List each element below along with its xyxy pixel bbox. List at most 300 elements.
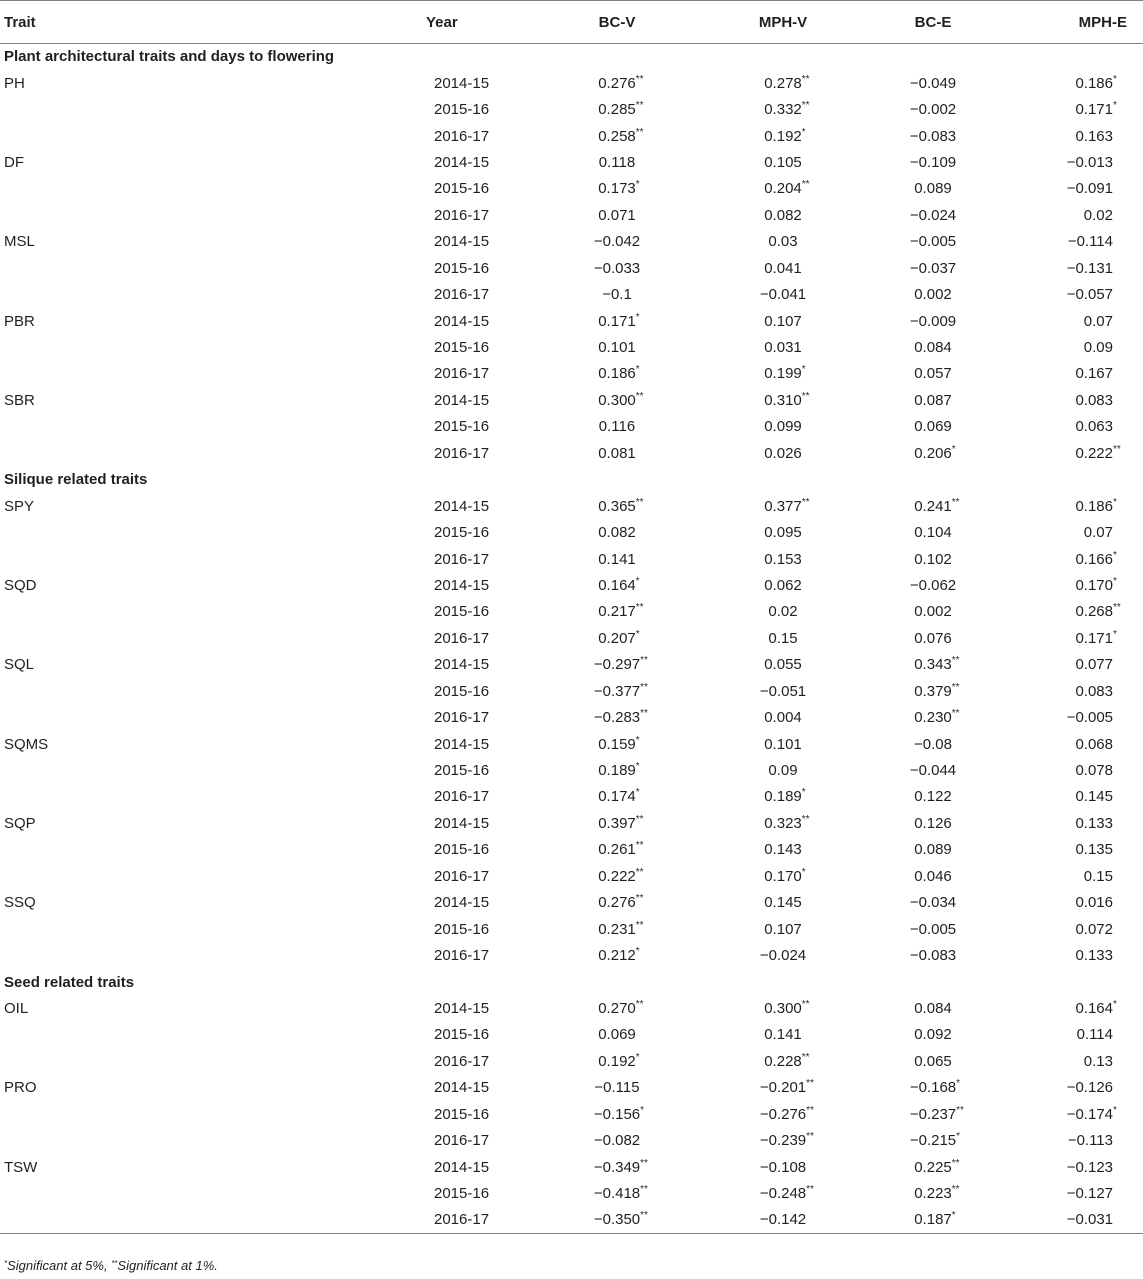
table-row	[0, 916, 1143, 942]
table-header	[0, 1, 1143, 44]
section-title: Seed related traits	[4, 973, 135, 991]
cell-year: 2014-15	[434, 391, 490, 409]
cell-year: 2014-15	[434, 656, 490, 674]
cell-mph-e: 0.171 *	[1075, 628, 1117, 647]
cell-year: 2016-17	[434, 629, 490, 647]
cell-bc-v: 0.222 **	[598, 866, 644, 885]
cell-trait	[0, 176, 412, 202]
cell-bc-e: −0.002	[909, 101, 957, 119]
cell-trait	[0, 1180, 412, 1206]
cell-trait	[0, 916, 412, 942]
cell-mph-v: 0.026	[764, 444, 802, 462]
cell-mph-e: 0.083	[1075, 682, 1113, 700]
cell-mph-v: 0.101	[764, 735, 802, 753]
table-row	[0, 731, 1143, 757]
cell-year: 2015-16	[434, 524, 490, 542]
cell-bc-v: 0.081	[598, 444, 636, 462]
cell-bc-e: 0.223 **	[914, 1184, 960, 1203]
cell-mph-e: 0.186 *	[1075, 496, 1117, 515]
cell-year: 2014-15	[434, 1079, 490, 1097]
cell-bc-v: 0.300 **	[598, 390, 644, 409]
cell-bc-e: −0.044	[909, 762, 957, 780]
cell-mph-e: 0.077	[1075, 656, 1113, 674]
table-row	[0, 493, 1143, 519]
cell-mph-v: 0.004	[764, 709, 802, 727]
cell-mph-v: 0.099	[764, 418, 802, 436]
cell-year: 2015-16	[434, 841, 490, 859]
cell-mph-e: −0.123	[1066, 1158, 1113, 1176]
cell-year: 2015-16	[434, 1026, 490, 1044]
cell-bc-e: 0.225 **	[914, 1157, 960, 1176]
table-row	[0, 1207, 1143, 1233]
cell-mph-v: 0.143	[764, 841, 802, 859]
table-row	[0, 1075, 1143, 1101]
cell-mph-e: 0.170 *	[1075, 575, 1117, 594]
footnote-mark-double: **	[111, 1259, 118, 1268]
cell-bc-v: −0.283 **	[593, 708, 648, 727]
cell-bc-v: −0.377 **	[593, 681, 648, 700]
table-row	[0, 837, 1143, 863]
header-year: Year	[412, 1, 534, 44]
table-row	[0, 1180, 1143, 1206]
cell-trait: SBR	[4, 391, 35, 409]
cell-mph-e: 0.072	[1075, 920, 1113, 938]
cell-mph-e: 0.133	[1075, 814, 1113, 832]
cell-bc-e: 0.002	[914, 603, 952, 621]
cell-trait	[0, 1127, 412, 1153]
cell-mph-v: −0.276 **	[759, 1104, 814, 1123]
cell-year: 2014-15	[434, 735, 490, 753]
cell-mph-e: −0.013	[1066, 153, 1113, 171]
cell-mph-e: −0.113	[1067, 1132, 1113, 1150]
cell-mph-v: 0.15	[768, 629, 798, 647]
cell-bc-v: 0.101	[598, 339, 636, 357]
cell-bc-e: 0.065	[914, 1052, 952, 1070]
cell-mph-v: 0.095	[764, 524, 802, 542]
cell-bc-v: 0.276 **	[598, 893, 644, 912]
cell-bc-v: 0.365 **	[598, 496, 644, 515]
cell-mph-v: 0.323 **	[764, 813, 810, 832]
cell-year: 2016-17	[434, 788, 490, 806]
cell-bc-v: −0.082	[593, 1132, 641, 1150]
table-row	[0, 176, 1143, 202]
cell-bc-e: −0.049	[909, 74, 957, 92]
cell-bc-v: −0.042	[593, 233, 641, 251]
cell-bc-e: 0.104	[914, 524, 952, 542]
cell-bc-e: 0.084	[914, 999, 952, 1017]
cell-bc-v: −0.156 *	[593, 1104, 645, 1123]
cell-mph-e: 0.166 *	[1075, 549, 1117, 568]
cell-trait	[0, 281, 412, 307]
cell-trait	[0, 255, 412, 281]
table-row	[0, 281, 1143, 307]
cell-mph-v: −0.041	[759, 286, 807, 304]
cell-bc-v: 0.397 **	[598, 813, 644, 832]
cell-bc-v: 0.258 **	[598, 126, 644, 145]
cell-bc-v: 0.174 *	[598, 787, 640, 806]
table-row	[0, 123, 1143, 149]
cell-bc-e: 0.126	[914, 814, 952, 832]
cell-bc-v: −0.349 **	[593, 1157, 648, 1176]
cell-bc-v: 0.217 **	[598, 602, 644, 621]
cell-mph-v: 0.03	[768, 233, 798, 251]
cell-mph-e: 0.078	[1075, 762, 1113, 780]
cell-mph-v: −0.024	[759, 947, 807, 965]
table-row	[0, 519, 1143, 545]
section-title: Silique related traits	[4, 471, 148, 489]
table-row	[0, 1154, 1143, 1180]
cell-mph-v: 0.192 *	[764, 126, 806, 145]
cell-bc-v: −0.033	[593, 259, 641, 277]
cell-trait: DF	[4, 153, 24, 171]
cell-trait	[0, 334, 412, 360]
cell-bc-v: 0.207 *	[598, 628, 640, 647]
header-row	[0, 1, 1143, 44]
cell-mph-v: 0.204 **	[764, 179, 810, 198]
table-row	[0, 757, 1143, 783]
cell-trait: PH	[4, 74, 25, 92]
cell-trait: SQD	[4, 576, 37, 594]
table-row	[0, 1127, 1143, 1153]
cell-year: 2015-16	[434, 603, 490, 621]
cell-bc-v: 0.082	[598, 524, 636, 542]
cell-year: 2016-17	[434, 867, 490, 885]
table-row	[0, 784, 1143, 810]
cell-trait	[0, 1207, 412, 1233]
table-body	[0, 44, 1143, 1234]
table-row	[0, 572, 1143, 598]
cell-trait	[0, 1022, 412, 1048]
cell-bc-e: 0.230 **	[914, 708, 960, 727]
cell-bc-e: 0.046	[914, 867, 952, 885]
cell-bc-e: 0.089	[914, 841, 952, 859]
cell-trait: PRO	[4, 1079, 37, 1097]
cell-mph-v: 0.170 *	[764, 866, 806, 885]
cell-year: 2014-15	[434, 497, 490, 515]
table-row	[0, 308, 1143, 334]
cell-bc-e: 0.087	[914, 391, 952, 409]
table-row	[0, 625, 1143, 651]
cell-mph-v: 0.041	[764, 259, 802, 277]
cell-mph-e: 0.13	[1083, 1052, 1113, 1070]
table-row	[0, 652, 1143, 678]
cell-mph-e: 0.186 *	[1075, 73, 1117, 92]
cell-mph-v: 0.055	[764, 656, 802, 674]
table-row	[0, 942, 1143, 968]
cell-mph-e: 0.068	[1075, 735, 1113, 753]
cell-mph-v: 0.09	[768, 762, 798, 780]
cell-year: 2014-15	[434, 894, 490, 912]
table-row	[0, 599, 1143, 625]
cell-mph-v: 0.278 **	[764, 73, 810, 92]
cell-trait	[0, 202, 412, 228]
footnote-mark-single: *	[4, 1259, 8, 1268]
table-row	[0, 863, 1143, 889]
cell-year: 2014-15	[434, 312, 490, 330]
cell-mph-v: 0.141	[764, 1026, 802, 1044]
section-title: Plant architectural traits and days to flowering	[4, 48, 335, 66]
cell-year: 2015-16	[434, 1185, 490, 1203]
cell-mph-v: 0.107	[764, 312, 802, 330]
table-row	[0, 890, 1143, 916]
cell-mph-e: −0.174 *	[1066, 1104, 1117, 1123]
cell-bc-e: 0.379 **	[914, 681, 960, 700]
cell-year: 2015-16	[434, 339, 490, 357]
section-row	[0, 467, 1143, 493]
cell-mph-e: −0.057	[1066, 286, 1113, 304]
cell-year: 2014-15	[434, 153, 490, 171]
cell-year: 2016-17	[434, 206, 490, 224]
cell-trait	[0, 837, 412, 863]
cell-bc-v: 0.159 *	[598, 734, 640, 753]
cell-mph-e: 0.268 **	[1075, 602, 1121, 621]
cell-mph-e: 0.07	[1083, 524, 1113, 542]
cell-mph-v: 0.199 *	[764, 364, 806, 383]
cell-bc-v: 0.212 *	[598, 946, 640, 965]
cell-mph-v: −0.239 **	[759, 1131, 814, 1150]
header-bc-v: BC-V	[534, 1, 700, 44]
cell-mph-e: −0.127	[1066, 1185, 1113, 1203]
cell-trait	[0, 1101, 412, 1127]
cell-trait	[0, 678, 412, 704]
cell-mph-v: 0.300 **	[764, 998, 810, 1017]
cell-bc-e: 0.002	[914, 286, 952, 304]
cell-bc-v: 0.270 **	[598, 998, 644, 1017]
cell-year: 2015-16	[434, 418, 490, 436]
table-row	[0, 202, 1143, 228]
cell-year: 2016-17	[434, 1052, 490, 1070]
cell-mph-v: 0.062	[764, 576, 802, 594]
table-row	[0, 255, 1143, 281]
cell-trait	[0, 942, 412, 968]
cell-bc-e: 0.092	[914, 1026, 952, 1044]
cell-trait	[0, 546, 412, 572]
cell-bc-v: −0.297 **	[593, 655, 648, 674]
cell-trait	[0, 361, 412, 387]
cell-mph-e: 0.063	[1075, 418, 1113, 436]
cell-year: 2015-16	[434, 920, 490, 938]
cell-bc-e: 0.241 **	[914, 496, 960, 515]
cell-mph-v: 0.189 *	[764, 787, 806, 806]
header-mph-v: MPH-V	[700, 1, 866, 44]
cell-year: 2016-17	[434, 709, 490, 727]
cell-bc-e: −0.005	[909, 233, 957, 251]
cell-bc-e: −0.109	[909, 153, 957, 171]
table-row	[0, 229, 1143, 255]
cell-mph-e: 0.135	[1075, 841, 1113, 859]
cell-mph-v: −0.142	[700, 1207, 866, 1233]
cell-trait: SQMS	[4, 735, 49, 753]
cell-bc-v: 0.171 *	[598, 311, 640, 330]
cell-bc-v: −0.350 **	[534, 1207, 700, 1233]
table-row	[0, 414, 1143, 440]
cell-mph-v: 0.082	[764, 206, 802, 224]
cell-mph-e: 0.222 **	[1075, 443, 1121, 462]
cell-trait	[0, 1048, 412, 1074]
cell-mph-v: 0.145	[764, 894, 802, 912]
cell-bc-v: 0.276 **	[598, 73, 644, 92]
cell-mph-e: 0.133	[1075, 947, 1113, 965]
cell-mph-e: −0.114	[1067, 233, 1113, 251]
cell-bc-e: 0.057	[914, 365, 952, 383]
cell-year: 2014-15	[434, 999, 490, 1017]
cell-bc-e: −0.237 **	[909, 1104, 964, 1123]
cell-trait	[0, 625, 412, 651]
cell-mph-v: 0.228 **	[764, 1051, 810, 1070]
cell-year: 2016-17	[412, 1207, 534, 1233]
cell-bc-v: −0.115	[594, 1079, 640, 1097]
cell-bc-e: 0.069	[914, 418, 952, 436]
cell-mph-e: −0.091	[1066, 180, 1113, 198]
cell-bc-e: −0.215 *	[909, 1131, 961, 1150]
table-row	[0, 1101, 1143, 1127]
cell-bc-e: −0.168 *	[909, 1078, 961, 1097]
cell-trait	[0, 414, 412, 440]
cell-mph-v: 0.153	[764, 550, 802, 568]
cell-mph-v: 0.377 **	[764, 496, 810, 515]
cell-year: 2015-16	[434, 762, 490, 780]
table-row	[0, 96, 1143, 122]
table-row	[0, 810, 1143, 836]
cell-bc-v: −0.1	[602, 286, 632, 304]
section-row	[0, 969, 1143, 995]
cell-trait: SQL	[4, 656, 35, 674]
cell-trait: TSW	[4, 1158, 38, 1176]
cell-year: 2016-17	[434, 550, 490, 568]
cell-trait	[0, 123, 412, 149]
cell-mph-e: 0.083	[1075, 391, 1113, 409]
cell-bc-e: −0.005	[909, 920, 957, 938]
cell-mph-e: 0.171 *	[1075, 100, 1117, 119]
cell-mph-e: 0.07	[1083, 312, 1113, 330]
footnote-text-1pct: Significant at 1%.	[117, 1258, 218, 1273]
cell-year: 2016-17	[434, 286, 490, 304]
cell-trait	[0, 519, 412, 545]
cell-bc-v: 0.118	[598, 153, 636, 171]
cell-bc-v: 0.192 *	[598, 1051, 640, 1070]
cell-mph-e: 0.15	[1083, 867, 1113, 885]
cell-year: 2016-17	[434, 127, 490, 145]
cell-bc-v: 0.261 **	[598, 840, 644, 859]
cell-trait	[0, 704, 412, 730]
cell-trait: SSQ	[4, 894, 36, 912]
cell-bc-e: 0.076	[914, 629, 952, 647]
cell-mph-v: −0.248 **	[759, 1184, 814, 1203]
table-row	[0, 361, 1143, 387]
cell-bc-e: 0.206 *	[914, 443, 956, 462]
cell-trait	[0, 96, 412, 122]
header-bc-e: BC-E	[866, 1, 1000, 44]
cell-mph-v: 0.107	[764, 920, 802, 938]
cell-trait: SQP	[4, 814, 36, 832]
cell-bc-e: −0.062	[909, 576, 957, 594]
cell-mph-e: −0.031	[1000, 1207, 1143, 1233]
cell-bc-v: 0.116	[598, 418, 636, 436]
cell-bc-e: 0.084	[914, 339, 952, 357]
cell-year: 2014-15	[434, 814, 490, 832]
cell-bc-e: 0.122	[914, 788, 952, 806]
cell-bc-e: −0.083	[909, 947, 957, 965]
cell-trait: OIL	[4, 999, 29, 1017]
cell-trait: SPY	[4, 497, 35, 515]
cell-year: 2015-16	[434, 101, 490, 119]
cell-bc-v: 0.141	[598, 550, 636, 568]
cell-bc-e: 0.089	[914, 180, 952, 198]
cell-bc-v: 0.071	[598, 206, 636, 224]
cell-mph-v: 0.02	[768, 603, 798, 621]
cell-bc-v: 0.189 *	[598, 761, 640, 780]
cell-year: 2015-16	[434, 259, 490, 277]
cell-bc-e: 0.187 *	[866, 1207, 1000, 1233]
cell-bc-v: 0.173 *	[598, 179, 640, 198]
cell-year: 2014-15	[434, 233, 490, 251]
header-mph-e: MPH-E	[1000, 1, 1143, 44]
cell-mph-v: 0.332 **	[764, 100, 810, 119]
cell-year: 2014-15	[434, 74, 490, 92]
cell-mph-e: 0.016	[1075, 894, 1113, 912]
cell-year: 2014-15	[434, 1158, 490, 1176]
section-row	[0, 44, 1143, 70]
cell-trait	[0, 863, 412, 889]
cell-year: 2015-16	[434, 1105, 490, 1123]
table-row	[0, 70, 1143, 96]
cell-trait	[0, 784, 412, 810]
cell-mph-v: 0.031	[764, 339, 802, 357]
cell-year: 2016-17	[434, 444, 490, 462]
cell-year: 2016-17	[434, 947, 490, 965]
cell-mph-e: 0.114	[1076, 1026, 1113, 1044]
table-row	[0, 995, 1143, 1021]
table-row	[0, 1048, 1143, 1074]
cell-trait	[0, 757, 412, 783]
cell-mph-v: 0.105	[764, 153, 802, 171]
cell-trait: PBR	[4, 312, 35, 330]
cell-bc-v: −0.418 **	[593, 1184, 648, 1203]
table-row	[0, 387, 1143, 413]
cell-mph-e: 0.02	[1083, 206, 1113, 224]
cell-bc-e: 0.102	[914, 550, 952, 568]
header-trait: Trait	[0, 1, 412, 44]
cell-bc-v: 0.285 **	[598, 100, 644, 119]
cell-year: 2016-17	[434, 365, 490, 383]
table-row	[0, 704, 1143, 730]
cell-mph-v: 0.310 **	[764, 390, 810, 409]
cell-bc-v: 0.069	[598, 1026, 636, 1044]
cell-mph-e: 0.167	[1075, 365, 1113, 383]
cell-bc-e: −0.009	[909, 312, 957, 330]
cell-mph-e: −0.005	[1066, 709, 1113, 727]
cell-mph-e: 0.145	[1075, 788, 1113, 806]
cell-bc-e: 0.343 **	[914, 655, 960, 674]
footnote-text-5pct: Significant at 5%,	[7, 1258, 112, 1273]
cell-year: 2015-16	[434, 682, 490, 700]
cell-year: 2015-16	[434, 180, 490, 198]
cell-trait	[0, 599, 412, 625]
cell-bc-v: 0.186 *	[598, 364, 640, 383]
cell-mph-e: 0.09	[1083, 339, 1113, 357]
cell-mph-v: −0.051	[759, 682, 807, 700]
table-row	[0, 334, 1143, 360]
cell-bc-e: −0.024	[909, 206, 957, 224]
table-row	[0, 1022, 1143, 1048]
cell-bc-v: 0.231 **	[598, 919, 644, 938]
table-footnote	[4, 1258, 218, 1273]
cell-mph-e: 0.163	[1075, 127, 1113, 145]
table-row	[0, 546, 1143, 572]
cell-bc-e: −0.034	[909, 894, 957, 912]
cell-bc-v: 0.164 *	[598, 575, 640, 594]
table-row	[0, 440, 1143, 466]
